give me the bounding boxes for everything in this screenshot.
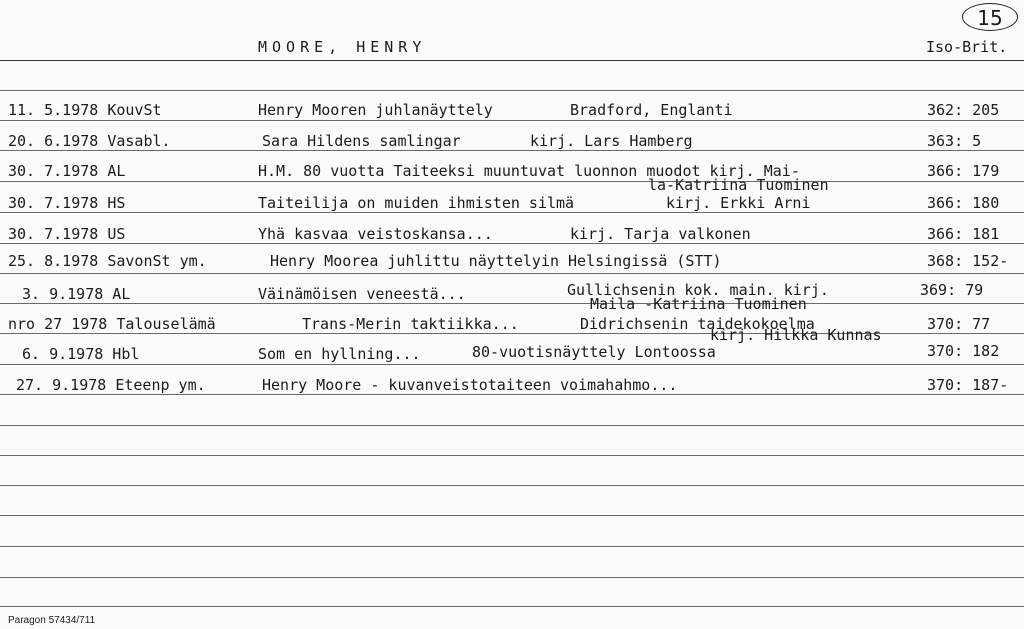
ruled-line (0, 546, 1024, 547)
entry-date-source: 30. 7.1978 AL (8, 162, 126, 180)
entry-note: kirj. Tarja valkonen (570, 225, 751, 243)
entry-date-source: 30. 7.1978 US (8, 225, 126, 243)
entry-note: Gullichsenin kok. main. kirj. (567, 281, 829, 299)
ruled-line (0, 425, 1024, 426)
entry-note: kirj. Lars Hamberg (530, 132, 693, 150)
entry-reference: 363: 5 (927, 132, 982, 150)
ruled-line (0, 577, 1024, 578)
ruled-line (0, 394, 1024, 395)
ruled-line (0, 243, 1024, 244)
entry-reference: 368: 152- (927, 252, 1009, 270)
entry-title: Väinämöisen veneestä... (258, 285, 466, 303)
entry-title: Taiteilija on muiden ihmisten silmä (258, 194, 575, 212)
entry-note-author: Maila -Katriina Tuominen (590, 295, 807, 313)
entry-date-source: 6. 9.1978 Hbl (22, 345, 140, 363)
card-heading-country: Iso-Brit. (926, 38, 1008, 56)
ruled-line (0, 364, 1024, 365)
entry-title: H.M. 80 vuotta Taiteeksi muuntuvat luonnon muodot kirj. Mai- (258, 162, 800, 180)
entry-date-source: 27. 9.1978 Eteenp ym. (16, 376, 206, 394)
entry-note-author: kirj. Hilkka Kunnas (710, 326, 882, 344)
ruled-line (0, 606, 1024, 607)
entry-note: la-Katriina Tuominen (648, 176, 829, 194)
entry-date-source: 30. 7.1978 HS (8, 194, 126, 212)
entry-date-source: 3. 9.1978 AL (22, 285, 131, 303)
entry-date-source: 11. 5.1978 KouvSt (8, 101, 162, 119)
ruled-line (0, 273, 1024, 274)
entry-title: Som en hyllning... (258, 345, 421, 363)
entry-title: Henry Moore - kuvanveistotaiteen voimahahmo... (262, 376, 678, 394)
card-printer-mark: Paragon 57434/711 (8, 615, 96, 626)
entry-note: Bradford, Englanti (570, 101, 733, 119)
entry-reference: 362: 205 (927, 101, 1000, 119)
ruled-line (0, 485, 1024, 486)
entry-title: Trans-Merin taktiikka... (302, 315, 519, 333)
entry-note: kirj. Erkki Arni (666, 194, 811, 212)
entry-date-source: 25. 8.1978 SavonSt ym. (8, 252, 207, 270)
ruled-line (0, 212, 1024, 213)
entry-reference: 370: 182 (927, 342, 1000, 360)
entry-title: Sara Hildens samlingar (262, 132, 461, 150)
entry-title: Yhä kasvaa veistoskansa... (258, 225, 493, 243)
card-number-circle: 15 (962, 3, 1018, 31)
entry-reference: 366: 180 (927, 194, 1000, 212)
ruled-line (0, 303, 1024, 304)
ruled-line (0, 181, 1024, 182)
entry-reference: 366: 181 (927, 225, 1000, 243)
entry-date-source: nro 27 1978 Talouselämä (8, 315, 216, 333)
entry-reference: 369: 79 (920, 281, 984, 299)
ruled-line (0, 515, 1024, 516)
ruled-line (0, 455, 1024, 456)
entry-reference: 370: 77 (927, 315, 991, 333)
entry-title: Henry Moorea juhlittu näyttelyin Helsingissä (STT) (270, 252, 722, 270)
ruled-line (0, 150, 1024, 151)
entry-reference: 366: 179 (927, 162, 1000, 180)
entry-note: 80-vuotisnäyttely Lontoossa (472, 343, 716, 361)
header-rule (0, 60, 1024, 61)
entry-date-source: 20. 6.1978 Vasabl. (8, 132, 171, 150)
card-heading-name: MOORE, HENRY (258, 38, 427, 56)
entry-note: Didrichsenin taidekokoelma (580, 315, 815, 333)
entry-title: Henry Mooren juhlanäyttely (258, 101, 493, 119)
ruled-line (0, 90, 1024, 91)
ruled-line (0, 120, 1024, 121)
entry-reference: 370: 187- (927, 376, 1009, 394)
